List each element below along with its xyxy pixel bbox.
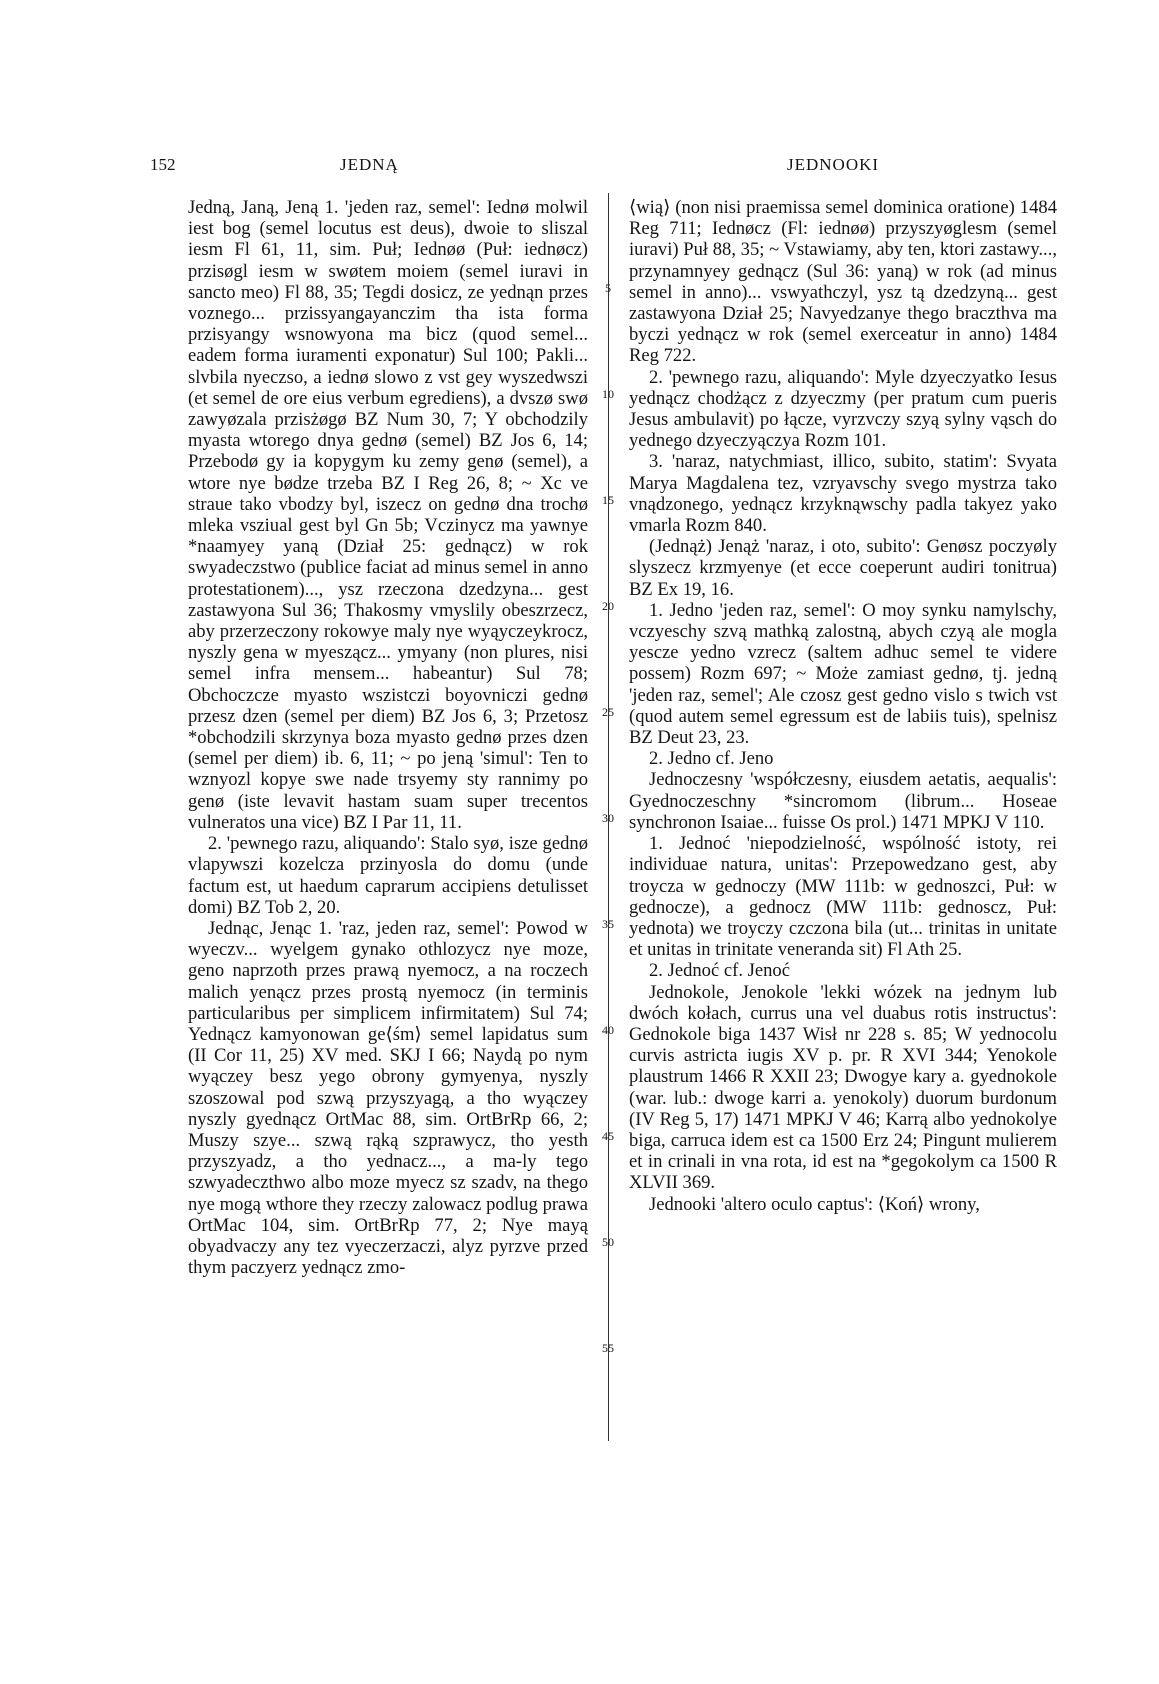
entry-jedno-1: 1. Jedno 'jeden raz, semel': O moy synku namylschy, vczyeschy szvą mathką zalostną, abych czyą ale mogla yescze yedno vzrecz (saltem adhuc semel te videre possem) Rozm 697; ~ Może zamiast gednø, tj. jedną 'jeden raz, semel'; Ale czosz gest gedno vislo s twich vst (quod autem semel egressum est de labiis tuis), spelnisz BZ Deut 23, 23. <box>629 599 1057 749</box>
entry-jedna-1: Jedną, Janą, Jeną 1. 'jeden raz, semel': Iednø molwil iest bog (semel locutus est deus), dwoie to sliszal iesm Fl 61, 11, sim. Puł; Iednøø (Puł: iednøcz) przisøgl iesm w swøtem moiem (semel iuravi in sancto meo) Fl 88, 35; Tegdi dosicz, ze yednąn przes voznego... przissyangayanczim tha ista forma przisyangy wsnowyona ma bicz (quod semel... eadem forma iuramenti exponatur) Sul 100; Pakli... slvbila nyeczso, a iednø slowo z vst gey wyszedwszi (et semel de ore eius verbum egrediens), a dvszø swø zawyøzala przisżøgø BZ Num 30, 7; Y obchodzily myasta wtorego dnya gednø (semel) BZ Jos 6, 14; Przebodø gy ia kopygym ku zemy genø (semel), a wtore nye bødze trzeba BZ I Reg 26, 8; ~ Xc ve straue tako vbodzy byl, iszecz on gednø dna trochø mleka vsziual gest byl Gn 5b; Vczinycz ma yawnye *naamyey yaną (Dział 25: gednącz) w rok swyadeczstwo (publice faciat ad minus semel in anno protestationem)..., ysz rzeczona dzedzyna... gest zastawyona Sul 36; Thakosmy vmyslily obeszrzecz, aby przerzeczony rokowye maly nye wyąyczeykrocz, nyszly gena w myeszącz... ymyany (non plures, nisi semel infra mensem... habeantur) Sul 78; Obchoczcze myasto wszistczi boyovniczi gednø przesz dzen (semel per diem) BZ Jos 6, 3; Przetosz *obchodzili skrzynya boza myasto gednø przes dzen (semel per diem) ib. 6, 11; ~ po jeną 'simul': Ten to wznyozl kopye swe nade trsyemy sty rannimy po genø (iste levavit hastam suam super trecentos vulneratos una vice) BZ I Par 11, 11. <box>188 197 588 833</box>
line-number: 25 <box>602 705 614 719</box>
entry-jednoczesny: Jednoczesny 'współczesny, eiusdem aetatis, aequalis': Gyednoczeschny *sincromom (librum... Hoseae synchronon Isaiae... fuisse Os prol.) 1471 MPKJ V 110. <box>629 769 1057 833</box>
page-number: 152 <box>150 155 176 174</box>
line-number: 30 <box>602 811 614 825</box>
line-number: 15 <box>602 493 614 507</box>
entry-jednooki: Jednooki 'altero oculo captus': ⟨Koń⟩ wrony, <box>649 1193 980 1215</box>
line-number: 55 <box>602 1341 614 1355</box>
entry-jednaz: (Jednąż) Jenąż 'naraz, i oto, subito': Genøsz poczyøly slyszecz krzmyenye (et ecce coeperunt audiri tonitrua) BZ Ex 19, 16. <box>629 536 1057 600</box>
entry-jednac-cont: ⟨wią⟩ (non nisi praemissa semel dominica oratione) 1484 Reg 711; Iednøcz (Fl: iednøø) przyszyøglesm (semel iuravi) Puł 88, 35; ~ Vstawiamy, aby ten, ktori zastawy..., przynamnyey gednącz (Sul 36: yaną) w rok (ad minus semel in anno)... vswyathczyl, ysz tą dzedzyną... gest zastawyona Dział 25; Navyedzanye thego braczthva ma byczi yednącz w rok (semel exerceatur in anno) 1484 Reg 722. <box>629 197 1057 367</box>
entry-jednokole: Jednokole, Jenokole 'lekki wózek na jednym lub dwóch kołach, currus una vel duabus rotis instructus': Gednokole biga 1437 Wisł nr 228 s. 85; W yednocolu curvis astricta iugis XV p. pr. R XVI 344; Yenokole plaustrum 1466 R XXII 23; Dwogye kary a. gyednokole (war. lub.: dwoge karri a. yenokoly) duorum burdonum (IV Reg 5, 17) 1471 MPKJ V 46; Karrą albo yednokolye biga, carruca idem est ca 1500 Erz 24; Pingunt mulierem et in crinali in vna rota, id est na *gegokolym ca 1500 R XLVII 369. <box>629 981 1057 1194</box>
line-number: 40 <box>602 1023 614 1037</box>
right-column <box>629 197 1057 1215</box>
line-number: 10 <box>602 387 614 401</box>
page-header <box>0 151 1159 181</box>
running-head-left: JEDNĄ <box>340 155 399 174</box>
line-number: 20 <box>602 599 614 613</box>
entry-jednac-1: Jednąc, Jenąc 1. 'raz, jeden raz, semel': Powod w wyeczv... wyelgem gynako othlozycz nye moze, geno naprzoth przes prawą nyemocz, a na roczech malich yenącz przes prostą nyemocz (in terminis particularibus per simplicem infirmitatem) Sul 74; Yednącz kamyonowan ge⟨śm⟩ semel lapidatus sum (II Cor 11, 25) XV med. SKJ I 66; Naydą po nym wyączey besz yego obrony gymyenya, nyszly szoszowal pod szwą przyszyagą, a tho wyączey nyszly gyednącz OrtMac 88, sim. OrtBrRp 66, 2; Muszy szye... szwą rąką szprawycz, tho yesth przyszyadz, a tho yednacz..., a ma-ly tego szwyadeczthwo albo moze myecz sz szadv, na thego nye mogą wthore they rzeczy zalowacz podlug prawa OrtMac 104, sim. OrtBrRp 77, 2; Nye mayą obyadvaczy any tez vyeczerzaczi, alyz pyrzve przed thym paczyerz yednącz zmo- <box>188 917 588 1279</box>
line-number: 45 <box>602 1129 614 1143</box>
entry-jednoc-1: 1. Jednoć 'niepodzielność, wspólność istoty, rei individuae natura, unitas': Przepowedzano gest, aby troycza w gednoczy (MW 111b: w gednoszci, Puł: w gednocze), a gednocz (MW 111b: gednoscz, Puł: yednota) we troyczy czczona bila (ut... trinitas in unitate et unitas in trinitate veneranda sit) Fl Ath 25. <box>629 833 1057 961</box>
left-column <box>188 197 588 1278</box>
line-number: 50 <box>602 1235 614 1249</box>
entry-jedna-2: 2. 'pewnego razu, aliquando': Stalo syø, isze gednø vlapywszi kozelcza przinyosla do domu (unde factum est, ut haedum caprarum accipiens detulisset domi) BZ Tob 2, 20. <box>188 833 588 918</box>
entry-jednoc-2: 2. Jednoć cf. Jenoć <box>649 960 790 982</box>
entry-jedno-2: 2. Jedno cf. Jeno <box>649 748 774 770</box>
running-head-right: JEDNOOKI <box>787 155 880 174</box>
entry-jednac-2: 2. 'pewnego razu, aliquando': Myle dzyeczyatko Iesus yednącz chodżącz z dzyeczmy (per pratum cum pueris Jesus ambulavit) po łącze, vyrzvczy szyą sylny vąsch do yednego dzyeczyączya Rozm 101. <box>629 366 1057 452</box>
line-number: 35 <box>602 917 614 931</box>
entry-jednac-3: 3. 'naraz, natychmiast, illico, subito, statim': Svyata Marya Magdalena tez, vzryavschy svego mystrza tako vnądzonego, yednącz krzyknąwschy padla takyez yako vmarla Rozm 840. <box>629 451 1057 537</box>
line-number: 5 <box>605 281 611 295</box>
line-number-gutter <box>592 197 624 1447</box>
